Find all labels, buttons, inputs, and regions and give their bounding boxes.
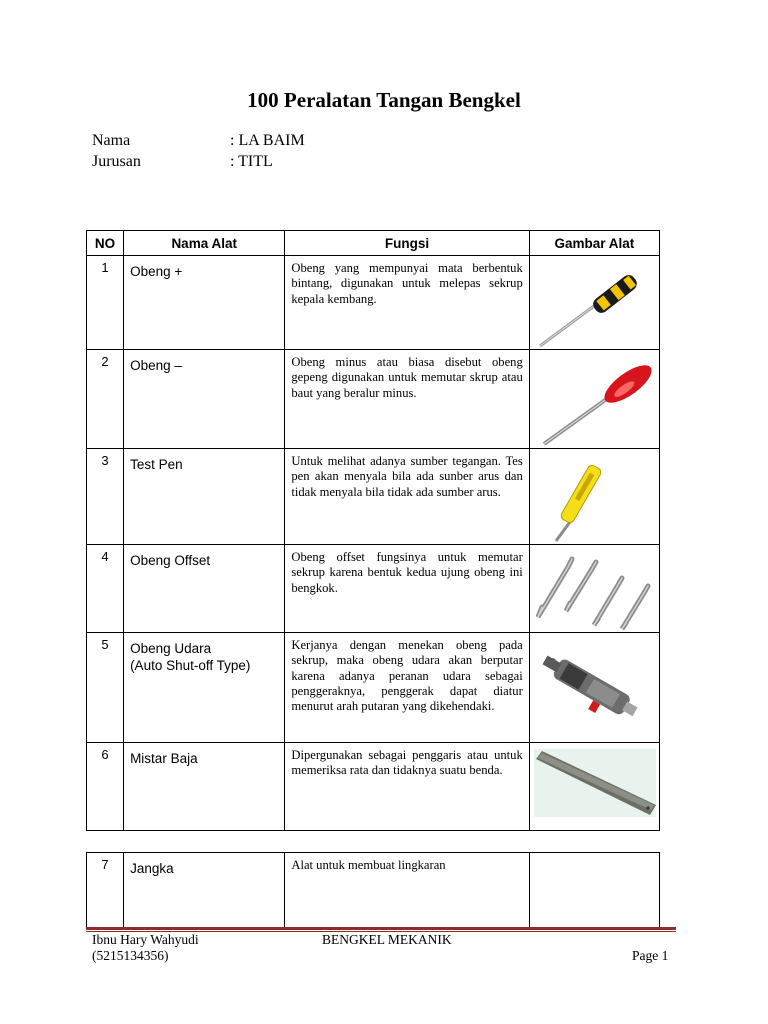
row-name: Obeng – [124,350,285,449]
header-no: NO [87,231,124,256]
row-name-line2: (Auto Shut-off Type) [130,658,251,673]
tools-table [86,230,660,831]
row-no: 4 [87,545,124,633]
row-fungsi: Untuk melihat adanya sumber tegangan. Tes pen akan menyala bila ada sunber arus dan tidak menyala bila tidak ada sumber arus. [285,449,529,545]
info-nama [92,132,305,150]
table-row [87,743,660,831]
tools-table-continued [86,852,660,929]
footer-author: Ibnu Hary Wahyudi [92,932,199,947]
row-no: 5 [87,633,124,743]
offset-screwdriver-set-icon [529,545,659,633]
footer-center-text: BENGKEL MEKANIK [322,932,452,947]
table-row [87,853,660,929]
row-no: 6 [87,743,124,831]
table-row [87,633,660,743]
row-fungsi: Alat untuk membuat lingkaran [285,853,529,929]
header-gambar-alat: Gambar Alat [529,231,659,256]
document-title: 100 Peralatan Tangan Bengkel [247,88,521,112]
jurusan-label: Jurusan [92,153,141,170]
header-fungsi: Fungsi [285,231,529,256]
table-row [87,449,660,545]
row-name: Mistar Baja [124,743,285,831]
flathead-screwdriver-icon [529,350,659,449]
row-no: 1 [87,256,124,350]
steel-ruler-icon [529,743,659,831]
row-name-line1: Obeng Udara [130,641,212,656]
row-no: 3 [87,449,124,545]
jurusan-value: : TITL [230,153,273,170]
row-no: 7 [87,853,124,929]
row-name: Obeng Offset [124,545,285,633]
nama-label: Nama [92,132,131,149]
row-fungsi: Dipergunakan sebagai penggaris atau untuk memeriksa rata dan tidaknya suatu benda. [285,743,529,831]
row-fungsi: Kerjanya dengan menekan obeng pada sekrup, maka obeng udara akan berputar karena adanya peranan udara sebagai penggeraknya, penggerak dapat diatur menurut arah putaran yang dikehendaki. [285,633,529,743]
footer-student-id: (5215134356) [92,948,169,963]
test-pen-icon [529,449,659,545]
row-name: Obeng + [124,256,285,350]
row-no: 2 [87,350,124,449]
row-fungsi: Obeng yang mempunyai mata berbentuk bintang, digunakan untuk melepas sekrup kepala kembang. [285,256,529,350]
info-jurusan [92,153,273,171]
table-row [87,256,660,350]
air-screwdriver-icon [529,633,659,743]
table-row [87,350,660,449]
table-row [87,545,660,633]
row-name: Test Pen [124,449,285,545]
nama-value: : LA BAIM [230,132,305,149]
footer-divider [86,927,676,930]
row-name [124,633,285,743]
page-number: Page 1 [632,948,669,963]
row-fungsi: Obeng minus atau biasa disebut obeng gepeng digunakan untuk memutar skrup atau baut yang beralur minus. [285,350,529,449]
phillips-screwdriver-icon [529,256,659,350]
row-fungsi: Obeng offset fungsinya untuk memutar sekrup karena bentuk kedua ujung obeng ini bengkok. [285,545,529,633]
row-image-empty [529,853,659,929]
row-name: Jangka [124,853,285,929]
header-nama-alat: Nama Alat [124,231,285,256]
table-header-row [87,231,660,256]
